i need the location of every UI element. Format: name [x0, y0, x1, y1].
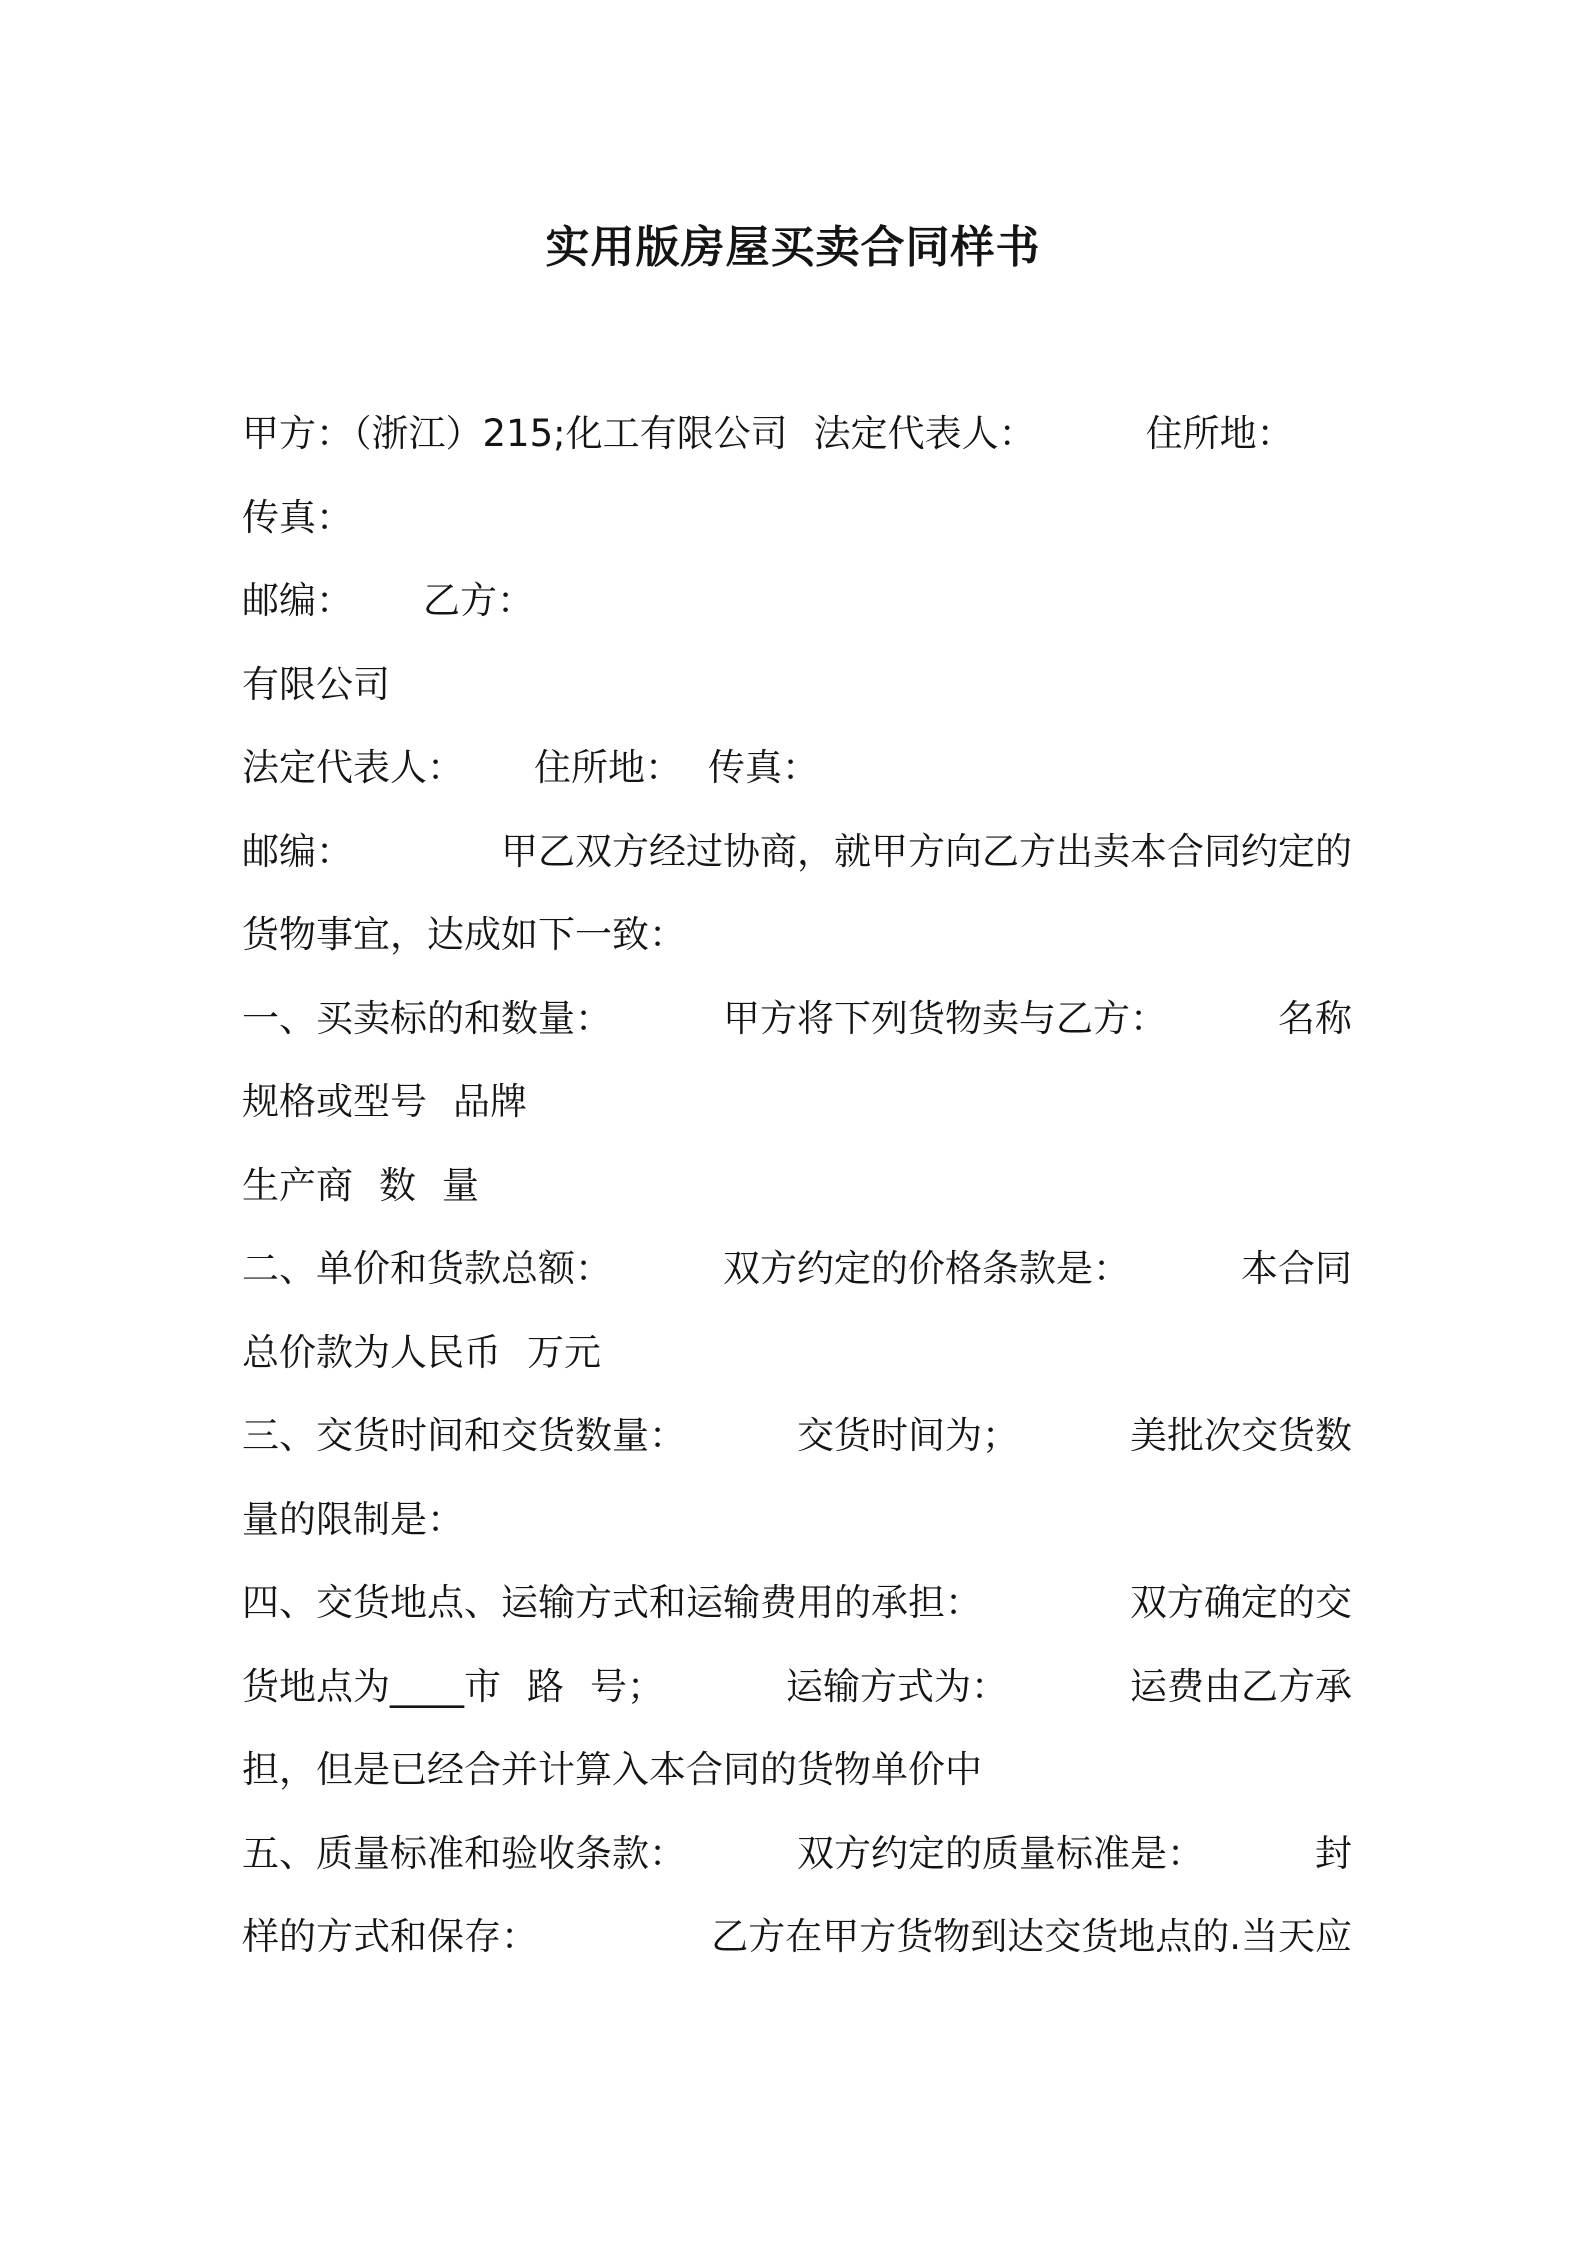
party-b-info-line	[242, 739, 1352, 823]
party-b-company-line	[242, 656, 1352, 740]
batch-quantity-label: 美批次交货数	[1130, 1414, 1352, 1457]
quantity-label-1: 数	[379, 1163, 416, 1207]
party-a-fax-label: 传真：	[242, 495, 353, 539]
clause-3-line-1	[242, 1407, 1352, 1491]
clause-1-line-3	[242, 1157, 1352, 1241]
party-b-address-label: 住所地：	[534, 746, 682, 789]
clause-2-total-label: 本合同	[1241, 1247, 1352, 1290]
quantity-limit-label: 量的限制是：	[242, 1497, 464, 1541]
clause-1-name-label: 名称	[1278, 996, 1352, 1040]
delivery-place-city: 货地点为____市	[242, 1664, 501, 1708]
clause-2-heading: 二、单价和货款总额：	[242, 1247, 612, 1290]
quality-standard-label: 双方约定的质量标准是：	[797, 1831, 1204, 1875]
seal-label: 封	[1315, 1831, 1352, 1875]
inspection-text: 乙方在甲方货物到达交货地点的.当天应	[711, 1915, 1352, 1958]
party-b-legal-rep-label: 法定代表人：	[242, 746, 464, 789]
wan-yuan-label: 万元	[527, 1330, 601, 1374]
clause-1-heading: 一、买卖标的和数量：	[242, 996, 612, 1040]
freight-text: 担，但是已经合并计算入本合同的货物单价中	[242, 1748, 982, 1791]
party-a-address-label: 住所地：	[1145, 412, 1294, 455]
clause-1-line-1	[242, 990, 1352, 1074]
freight-label: 运费由乙方承	[1130, 1664, 1352, 1708]
document-title: 实用版房屋买卖合同样书	[545, 222, 1041, 273]
party-a-postcode-line	[242, 572, 1352, 656]
spec-model-label: 规格或型号	[242, 1080, 427, 1123]
clause-2-line-2	[242, 1324, 1352, 1408]
party-b-company: 有限公司	[242, 662, 390, 706]
clause-5-heading: 五、质量标准和验收条款：	[242, 1831, 686, 1875]
clause-5-line-1	[242, 1825, 1352, 1909]
clause-4-line-3	[242, 1741, 1352, 1825]
preamble-line-2	[242, 906, 1352, 990]
quantity-label-2: 量	[442, 1163, 479, 1207]
clause-4-text: 双方确定的交	[1130, 1581, 1352, 1624]
total-rmb-label: 总价款为人民币	[242, 1330, 501, 1374]
brand-label: 品牌	[453, 1080, 527, 1123]
preamble-text: 甲乙双方经过协商，就甲方向乙方出卖本合同约定的	[501, 829, 1352, 873]
clause-3-heading: 三、交货时间和交货数量：	[242, 1414, 686, 1457]
party-a-fax-line	[242, 489, 1352, 573]
clause-1-text: 甲方将下列货物卖与乙方：	[723, 996, 1167, 1040]
document-body	[242, 405, 1352, 1992]
manufacturer-label: 生产商	[242, 1163, 353, 1207]
party-a-line	[242, 405, 1352, 489]
delivery-place-number: 号；	[590, 1664, 664, 1708]
preamble-line-1	[242, 823, 1352, 907]
sample-storage-label: 样的方式和保存：	[242, 1915, 538, 1958]
clause-4-line-2	[242, 1658, 1352, 1742]
clause-2-text: 双方约定的价格条款是：	[723, 1247, 1130, 1290]
clause-2-line-1	[242, 1240, 1352, 1324]
preamble-text-cont: 货物事宜，达成如下一致：	[242, 913, 686, 956]
clause-4-heading: 四、交货地点、运输方式和运输费用的承担：	[242, 1581, 982, 1624]
party-a-legal-rep-label: 法定代表人：	[813, 412, 1036, 455]
party-b-fax-label: 传真：	[708, 746, 819, 789]
delivery-place-road: 路	[527, 1664, 564, 1708]
party-b-postcode-label: 邮编：	[242, 829, 353, 873]
party-a-postcode-label: 邮编：	[242, 579, 353, 622]
clause-5-line-2	[242, 1908, 1352, 1992]
clause-1-line-2	[242, 1073, 1352, 1157]
transport-method-label: 运输方式为：	[786, 1664, 1008, 1708]
clause-4-line-1	[242, 1574, 1352, 1658]
delivery-place-label	[242, 1658, 664, 1716]
clause-3-line-2	[242, 1491, 1352, 1575]
delivery-time-label: 交货时间为；	[797, 1414, 1019, 1457]
party-b-label: 乙方：	[423, 579, 534, 622]
party-a-name: 甲方：（浙江）215;化工有限公司	[242, 412, 788, 455]
